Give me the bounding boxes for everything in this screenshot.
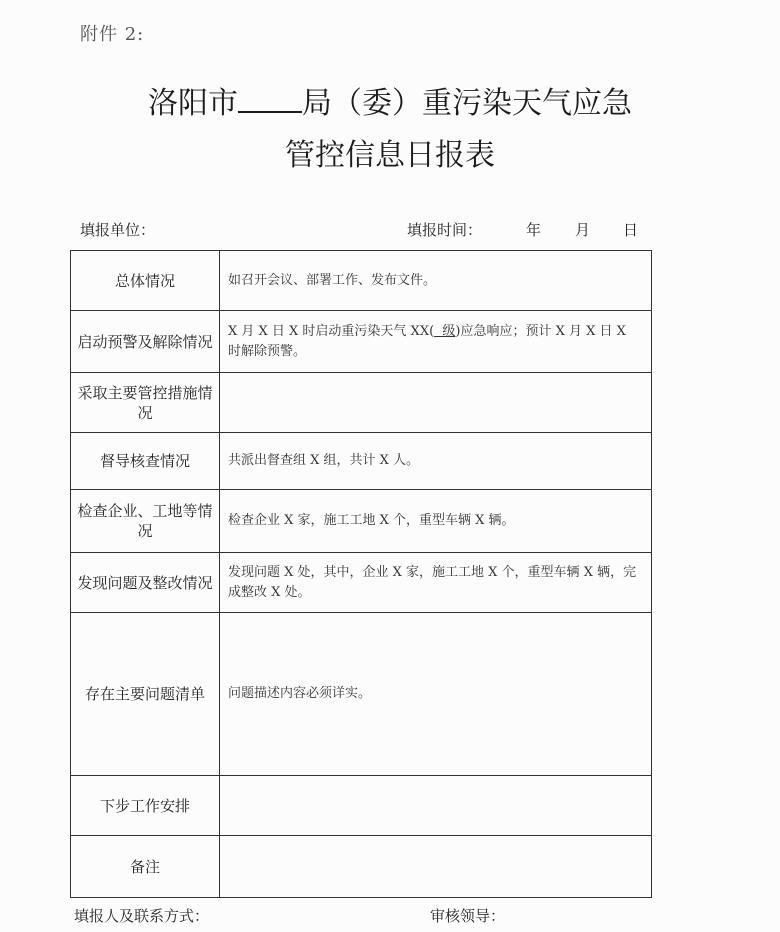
title-line-1: [0, 78, 780, 122]
title-line-2: 管控信息日报表: [285, 138, 495, 173]
row-label: 启动预警及解除情况: [71, 311, 220, 373]
level-blank: 级: [434, 323, 456, 339]
row-label: 采取主要管控措施情况: [71, 373, 220, 433]
table-row: [71, 311, 652, 373]
row-label: 发现问题及整改情况: [71, 553, 220, 613]
table-row: [71, 490, 652, 553]
row-label: 备注: [71, 836, 220, 898]
unit-label: 填报单位：: [80, 221, 156, 239]
table-row: [71, 373, 652, 433]
table-row: [71, 776, 652, 836]
table-row: [71, 613, 652, 776]
row-content: [220, 836, 652, 898]
time-label: 填报时间：: [407, 221, 483, 239]
row-label: 存在主要问题清单: [71, 613, 220, 776]
day-label: 日: [623, 221, 639, 239]
row-label: 总体情况: [71, 251, 220, 311]
row-content: [220, 776, 652, 836]
row-content: 发现问题 X 处，其中，企业 X 家，施工工地 X 个，重型车辆 X 辆，完成整改 X 处。: [220, 553, 652, 613]
title-prefix: 洛阳市: [148, 86, 238, 121]
row-content: [220, 373, 652, 433]
row-label: 检查企业、工地等情况: [71, 490, 220, 553]
month-label: 月: [575, 221, 591, 239]
row-label: 督导核查情况: [71, 433, 220, 490]
attachment-label: 附件 2:: [80, 24, 145, 45]
year-label: 年: [526, 221, 542, 239]
table-row: [71, 251, 652, 311]
table-row: [71, 553, 652, 613]
row-content: 如召开会议、部署工作、发布文件。: [220, 251, 652, 311]
report-table: [70, 250, 652, 898]
row-content: [220, 311, 652, 373]
content-part-a: X 月 X 日 X 时启动重污染天气 XX(: [228, 323, 435, 339]
reviewer-label: 审核领导：: [430, 907, 506, 925]
row-content: 问题描述内容必须详实。: [220, 613, 652, 776]
table-row: [71, 836, 652, 898]
reporter-label: 填报人及联系方式：: [74, 907, 210, 925]
title-blank: [238, 85, 302, 113]
title-suffix: 局（委）重污染天气应急: [302, 86, 632, 121]
row-label: 下步工作安排: [71, 776, 220, 836]
table-row: [71, 433, 652, 490]
row-content: 检查企业 X 家，施工工地 X 个，重型车辆 X 辆。: [220, 490, 652, 553]
content-part-b: )应急响应；预计 X 月 X 日 X 时解除预警。: [228, 323, 626, 359]
row-content: 共派出督查组 X 组，共计 X 人。: [220, 433, 652, 490]
